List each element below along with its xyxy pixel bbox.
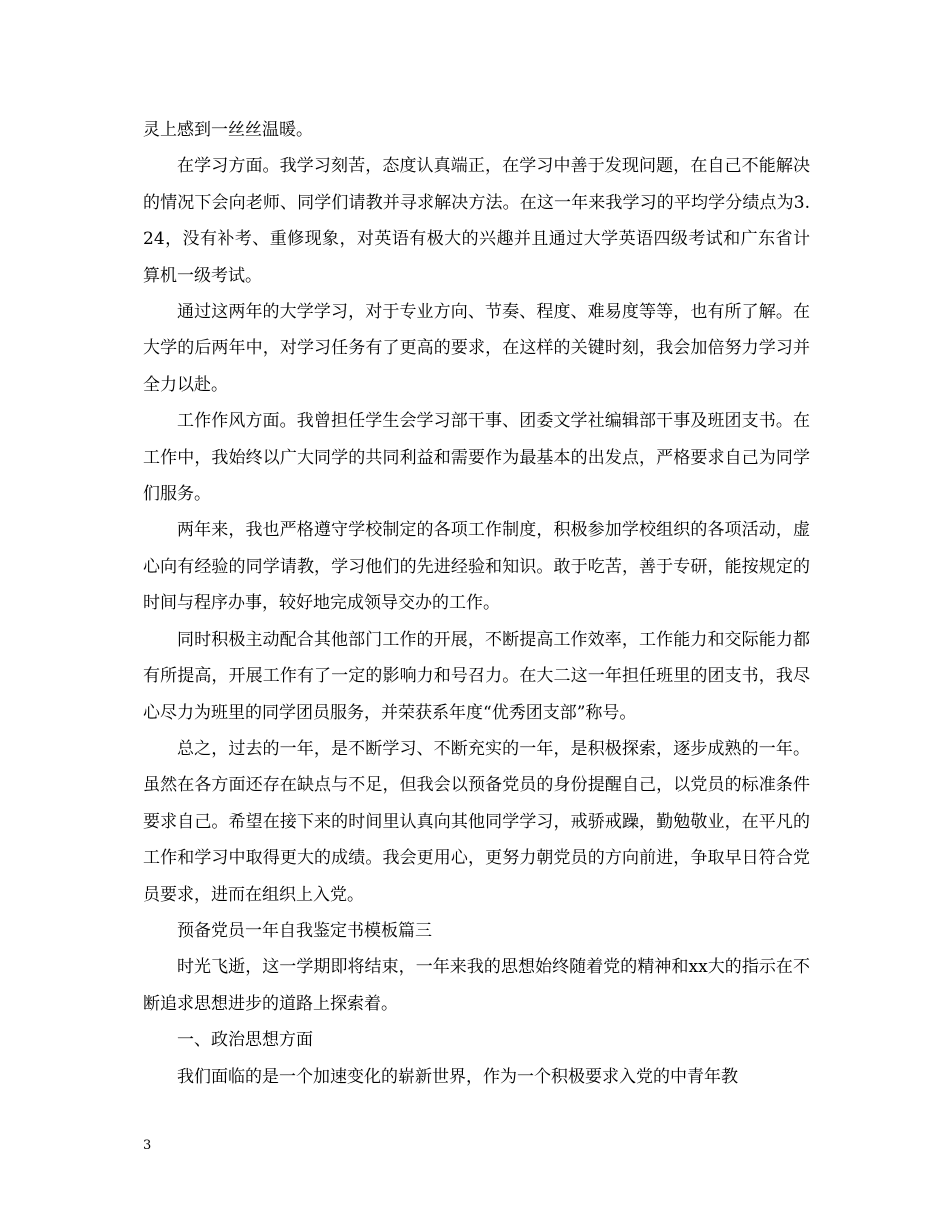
paragraph: 在学习方面。我学习刻苦，态度认真端正，在学习中善于发现问题，在自己不能解决的情况下会向老师、同学们请教并寻求解决方法。在这一年来我学习的平均学分绩点为3.24，没有补考、重修现象，对英语有极大的兴趣并且通过大学英语四级考试和广东省计算机一级考试。 — [143, 156, 810, 286]
paragraph: 同时积极主动配合其他部门工作的开展，不断提高工作效率，工作能力和交际能力都有所提高，开展工作有了一定的影响力和号召力。在大二这一年担任班里的团支书，我尽心尽力为班里的同学团员服务，并荣获系年度“优秀团支部”称号。 — [143, 629, 810, 723]
paragraph: 时光飞逝，这一学期即将结束，一年来我的思想始终随着党的精神和xx大的指示在不断追求思想进步的道路上探索着。 — [143, 957, 810, 1014]
page-number: 3 — [143, 1138, 152, 1153]
paragraph: 灵上感到一丝丝温暖。 — [143, 120, 313, 140]
section-heading: 预备党员一年自我鉴定书模板篇三 — [177, 920, 432, 941]
paragraph: 总之，过去的一年，是不断学习、不断充实的一年，是积极探索，逐步成熟的一年。虽然在各方面还存在缺点与不足，但我会以预备党员的身份提醒自己，以党员的标准条件要求自己。希望在接下来的时间里认真向其他同学学习，戒骄戒躁，勤勉敬业，在平凡的工作和学习中取得更大的成绩。我会更用心，更努力朝党员的方向前进，争取早日符合党员要求，进而在组织上入党。 — [143, 738, 810, 905]
subsection-heading: 一、政治思想方面 — [177, 1030, 313, 1051]
paragraph: 两年来，我也严格遵守学校制定的各项工作制度，积极参加学校组织的各项活动，虚心向有经验的同学请教，学习他们的先进经验和知识。敢于吃苦，善于专研，能按规定的时间与程序办事，较好地完成领导交办的工作。 — [143, 520, 810, 614]
paragraph: 通过这两年的大学学习，对于专业方向、节奏、程度、难易度等等，也有所了解。在大学的后两年中，对学习任务有了更高的要求，在这样的关键时刻，我会加倍努力学习并全力以赴。 — [143, 302, 810, 395]
document-body — [143, 112, 810, 1095]
paragraph: 工作作风方面。我曾担任学生会学习部干事、团委文学社编辑部干事及班团支书。在工作中，我始终以广大同学的共同利益和需要作为最基本的出发点，严格要求自己为同学们服务。 — [143, 411, 810, 505]
paragraph: 我们面临的是一个加速变化的崭新世界，作为一个积极要求入党的中青年教 — [177, 1066, 738, 1087]
